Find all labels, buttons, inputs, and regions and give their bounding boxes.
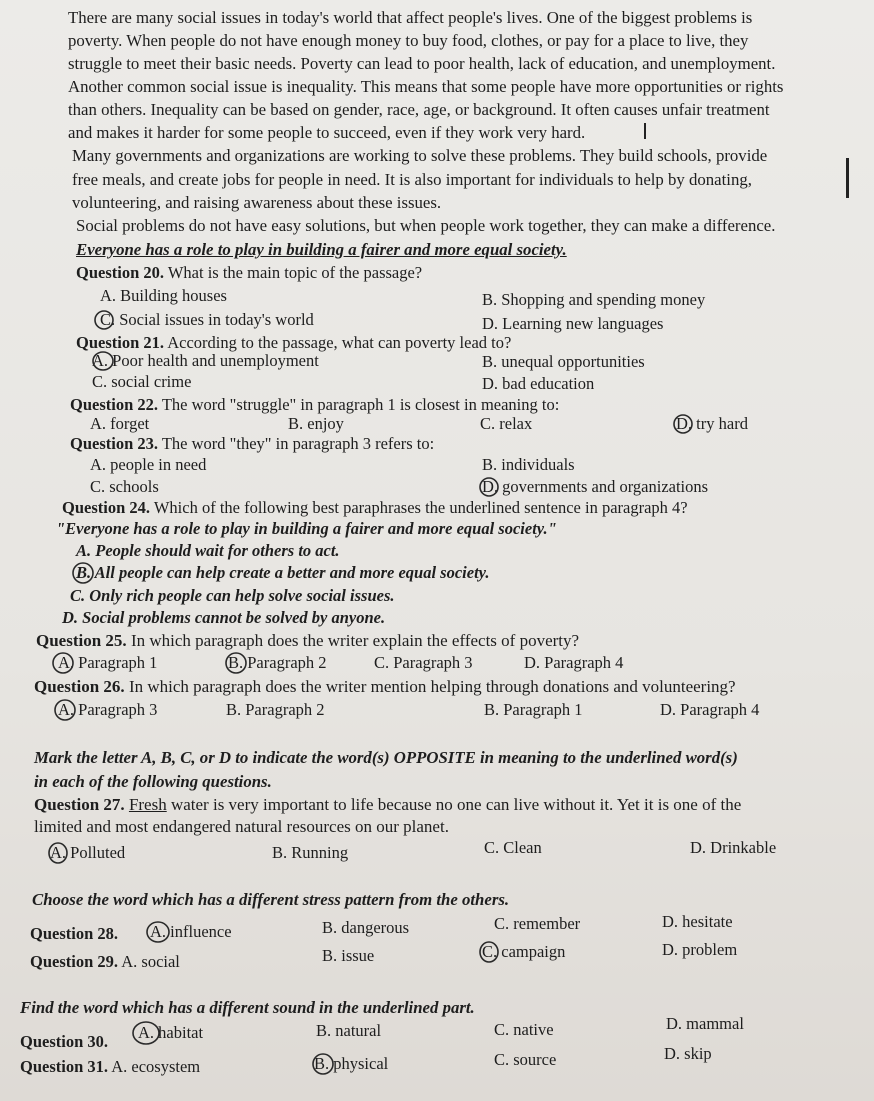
question-24: Question 24. Which of the following best paraphrases the underlined sentence in paragraph 4? <box>62 498 688 517</box>
q27-option-c[interactable]: C. Clean <box>484 838 542 857</box>
passage-line: and makes it harder for some people to succeed, even if they work very hard. <box>68 123 586 142</box>
q22-option-c[interactable]: C. relax <box>480 414 533 433</box>
passage-line: Many governments and organizations are working to solve these problems. They build schools, provide <box>72 146 768 165</box>
question-31: Question 31. A. ecosystem <box>20 1057 201 1076</box>
question-25: Question 25. In which paragraph does the writer explain the effects of poverty? <box>36 631 580 650</box>
q28-option-a[interactable]: A. influence <box>150 922 232 941</box>
q23-option-d[interactable]: D. governments and organizations <box>482 477 709 496</box>
q26-option-a[interactable]: A. Paragraph 3 <box>58 700 158 719</box>
q26-option-c[interactable]: B. Paragraph 1 <box>484 700 583 719</box>
q27-option-b[interactable]: B. Running <box>272 843 349 862</box>
q25-option-d[interactable]: D. Paragraph 4 <box>524 653 624 672</box>
passage-line: struggle to meet their basic needs. Poverty can lead to poor health, lack of education, and unemployment. <box>68 54 776 73</box>
q24-quote: "Everyone has a role to play in building a fairer and more equal society." <box>56 519 557 538</box>
q20-option-c[interactable]: C. Social issues in today's world <box>100 310 314 329</box>
opposite-instruction-cont: in each of the following questions. <box>34 772 272 791</box>
q26-option-b[interactable]: B. Paragraph 2 <box>226 700 325 719</box>
q23-option-a[interactable]: A. people in need <box>90 455 207 474</box>
underlined-sentence: Everyone has a role to play in building a fairer and more equal society. <box>76 240 567 259</box>
q28-option-b[interactable]: B. dangerous <box>322 918 410 937</box>
opposite-instruction: Mark the letter A, B, C, or D to indicate the word(s) OPPOSITE in meaning to the underlined word(s) <box>34 748 738 767</box>
q24-option-d[interactable]: D. Social problems cannot be solved by anyone. <box>62 608 386 627</box>
q23-option-c[interactable]: C. schools <box>90 477 159 496</box>
q22-option-d[interactable]: D. try hard <box>676 414 748 433</box>
q25-option-c[interactable]: C. Paragraph 3 <box>374 653 473 672</box>
pen-mark <box>644 123 646 139</box>
q21-option-c[interactable]: C. social crime <box>92 372 192 391</box>
question-28: Question 28. <box>30 924 119 943</box>
q21-option-b[interactable]: B. unequal opportunities <box>482 352 645 371</box>
q24-option-a[interactable]: A. People should wait for others to act. <box>76 541 340 560</box>
passage-line: volunteering, and raising awareness about these issues. <box>72 193 442 212</box>
q29-option-c[interactable]: C. campaign <box>482 942 566 961</box>
q30-option-b[interactable]: B. natural <box>316 1021 382 1040</box>
q31-option-b[interactable]: B. physical <box>314 1054 389 1073</box>
q21-option-d[interactable]: D. bad education <box>482 374 595 393</box>
sound-instruction: Find the word which has a different sound in the underlined part. <box>20 998 475 1017</box>
passage-line: poverty. When people do not have enough money to buy food, clothes, or pay for a place to live, they <box>68 31 749 50</box>
q25-option-b[interactable]: B. Paragraph 2 <box>228 653 327 672</box>
passage-line: Social problems do not have easy solutions, but when people work together, they can make a difference. <box>76 216 776 235</box>
passage-line: than others. Inequality can be based on gender, race, age, or background. It often causes unfair treatment <box>68 100 770 119</box>
q23-option-b[interactable]: B. individuals <box>482 455 575 474</box>
question-23: Question 23. The word "they" in paragraph 3 refers to: <box>70 434 435 453</box>
stress-instruction: Choose the word which has a different stress pattern from the others. <box>32 890 510 909</box>
q31-option-c[interactable]: C. source <box>494 1050 557 1069</box>
question-27: Question 27. Fresh water is very important to life because no one can live without it. Yet it is one of the <box>34 795 742 814</box>
q20-option-b[interactable]: B. Shopping and spending money <box>482 290 706 309</box>
q30-option-c[interactable]: C. native <box>494 1020 554 1039</box>
q24-option-b[interactable]: B. All people can help create a better and more equal society. <box>76 563 490 582</box>
q28-option-c[interactable]: C. remember <box>494 914 581 933</box>
q28-option-d[interactable]: D. hesitate <box>662 912 733 931</box>
pen-mark <box>846 158 849 198</box>
q30-option-d[interactable]: D. mammal <box>666 1014 744 1033</box>
passage-line: Another common social issue is inequality. This means that some people have more opportunities or rights <box>68 77 784 96</box>
question-30: Question 30. <box>20 1032 109 1051</box>
passage-line: free meals, and create jobs for people in need. It is also important for individuals to help by donating, <box>72 170 752 189</box>
question-21: Question 21. According to the passage, what can poverty lead to? <box>76 333 512 352</box>
q27-option-d[interactable]: D. Drinkable <box>690 838 777 857</box>
question-29: Question 29. A. social <box>30 952 180 971</box>
q20-option-d[interactable]: D. Learning new languages <box>482 314 664 333</box>
question-20: Question 20. What is the main topic of the passage? <box>76 263 423 282</box>
q27-option-a[interactable]: A. Polluted <box>50 843 126 862</box>
q26-option-d[interactable]: D. Paragraph 4 <box>660 700 760 719</box>
question-27-cont: limited and most endangered natural resources on our planet. <box>34 817 449 836</box>
q24-option-c[interactable]: C. Only rich people can help solve social issues. <box>70 586 395 605</box>
q20-option-a[interactable]: A. Building houses <box>100 286 227 305</box>
q22-option-b[interactable]: B. enjoy <box>288 414 344 433</box>
question-22: Question 22. The word "struggle" in paragraph 1 is closest in meaning to: <box>70 395 560 414</box>
q29-option-d[interactable]: D. problem <box>662 940 738 959</box>
q22-option-a[interactable]: A. forget <box>90 414 150 433</box>
q31-option-d[interactable]: D. skip <box>664 1044 712 1063</box>
question-26: Question 26. In which paragraph does the writer mention helping through donations and volunteering? <box>34 677 736 696</box>
q21-option-a[interactable]: A. Poor health and unemployment <box>92 351 319 370</box>
q25-option-a[interactable]: A. Paragraph 1 <box>58 653 158 672</box>
passage-line: There are many social issues in today's world that affect people's lives. One of the biggest problems is <box>68 8 753 27</box>
q29-option-b[interactable]: B. issue <box>322 946 375 965</box>
q30-option-a[interactable]: A. habitat <box>138 1023 204 1042</box>
